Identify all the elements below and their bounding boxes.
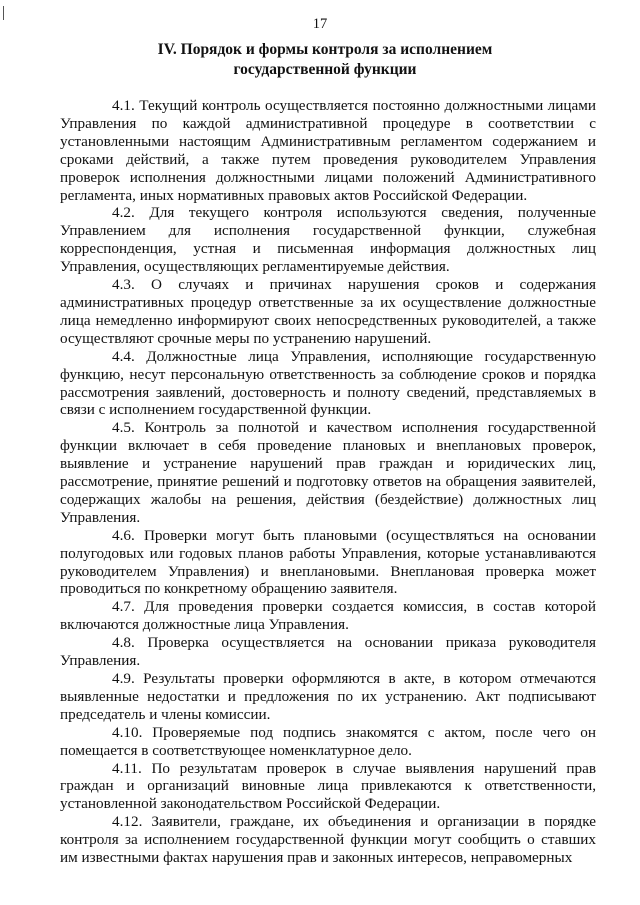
paragraph-4-12: 4.12. Заявители, граждане, их объединения и организации в порядке контроля за исполнением государственной функции могут сообщить о ставших им известными фактах нарушения прав и законных интересов, неправомерных (60, 813, 596, 867)
section-heading (60, 40, 590, 80)
paragraph-4-3: 4.3. О случаях и причинах нарушения сроков и содержания административных процедур ответственные за их осуществление должностные лица немедленно информируют своих непосредственных руководителей, а также осуществляют срочные меры по устранению нарушений. (60, 276, 596, 347)
paragraph-4-11: 4.11. По результатам проверок в случае выявления нарушений прав граждан и организаций виновные лица привлекаются к ответственности, установленной законодательством Российской Федерации. (60, 759, 596, 813)
paragraph-4-6: 4.6. Проверки могут быть плановыми (осуществляться на основании полугодовых или годовых планов работы Управления, которые устанавливаются руководителем Управления) и внеплановыми. Внеплановая проверка может проводиться по конкретному обращению заявителя. (60, 526, 596, 598)
paragraph-4-7: 4.7. Для проведения проверки создается комиссия, в состав которой включаются должностные лица Управления. (60, 598, 596, 634)
paragraph-4-5: 4.5. Контроль за полнотой и качеством исполнения государственной функции включает в себя проведение плановых и внеплановых проверок, выявление и устранение нарушений прав граждан и юридических лиц, рассмотрение, принятие решений и подготовку ответов на обращения заявителей, содержащих жалобы на решения, действия (бездействие) должностных лиц Управления. (60, 419, 596, 526)
page-number: 17 (312, 16, 328, 32)
section-heading-line-2: государственной функции (233, 61, 417, 78)
paragraph-4-1: 4.1. Текущий контроль осуществляется постоянно должностными лицами Управления по каждой административной процедуре в соответствии с установленными настоящим Административным регламентом содержанием и сроками действий, а также путем проведения руководителем Управления проверок исполнения должностными лицами положений Административного регламента, иных нормативных правовых актов Российской Федерации. (60, 97, 596, 204)
section-body (60, 97, 596, 867)
paragraph-4-4: 4.4. Должностные лица Управления, исполняющие государственную функцию, несут персональную ответственность за соблюдение сроков и порядка рассмотрения заявлений, достоверность и полноту сведений, представляемых в связи с исполнением государственной функции. (60, 347, 596, 419)
section-heading-line-1: IV. Порядок и формы контроля за исполнением (157, 41, 493, 58)
paragraph-4-9: 4.9. Результаты проверки оформляются в акте, в котором отмечаются выявленные недостатки и предложения по их устранению. Акт подписывают председатель и члены комиссии. (60, 670, 596, 723)
paragraph-4-2: 4.2. Для текущего контроля используются сведения, полученные Управлением для исполнения государственной функции, служебная корреспонденция, устная и письменная информация должностных лиц Управления, осуществляющих регламентируемые действия. (60, 204, 596, 276)
paragraph-4-8: 4.8. Проверка осуществляется на основании приказа руководителя Управления. (60, 634, 596, 670)
paragraph-4-10: 4.10. Проверяемые под подпись знакомятся с актом, после чего он помещается в соответствующее номенклатурное дело. (60, 723, 596, 759)
